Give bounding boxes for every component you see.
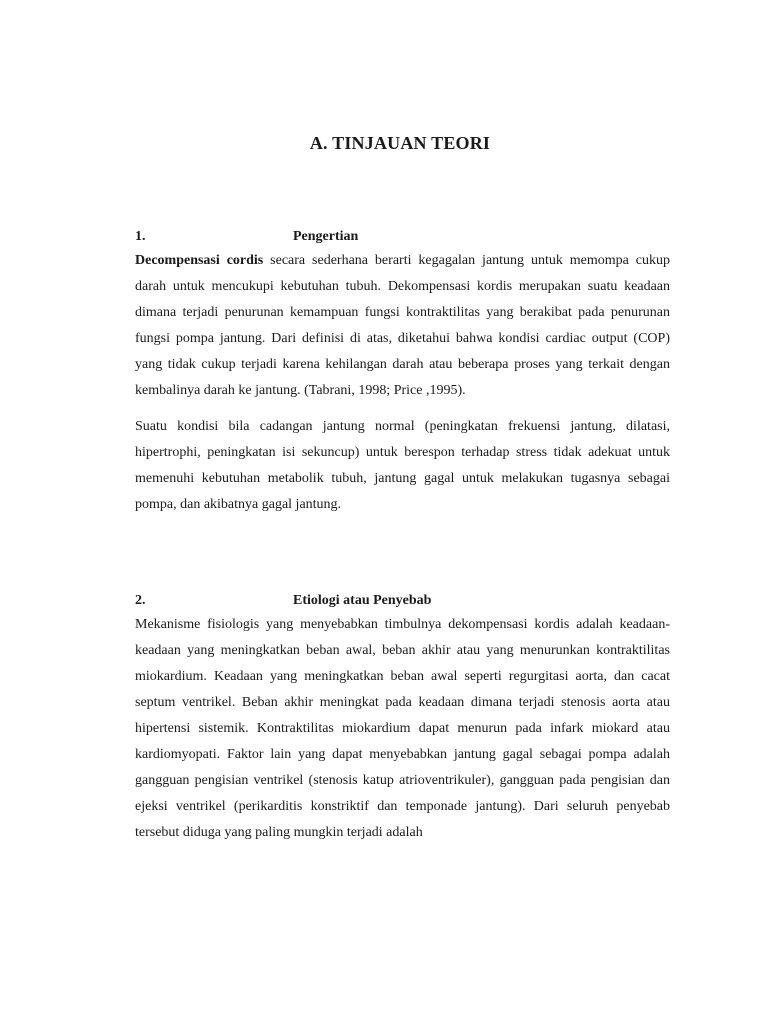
section-number: 1. — [135, 229, 146, 244]
section-heading — [135, 590, 670, 612]
paragraph-text: Mekanisme fisiologis yang menyebabkan timbulnya dekompensasi kordis adalah keadaan-keadaan yang meningkatkan beban awal, beban akhir atau yang menurunkan kontraktilitas miokardium. Keadaan yang meningkatkan beban awal seperti regurgitasi aorta, dan cacat septum ventrikel. Beban akhir meningkat pada keadaan dimana terjadi stenosis aorta atau hipertensi sistemik. Kontraktilitas miokardium dapat menurun pada infark miokard atau kardiomyopati. Faktor lain yang dapat menyebabkan jantung gagal sebagai pompa adalah gangguan pengisian ventrikel (stenosis katup atrioventrikuler), gangguan pada pengisian dan ejeksi ventrikel (perikarditis konstriktif dan temponade jantung). Dari seluruh penyebab tersebut diduga yang paling mungkin terjadi adalah — [135, 617, 670, 840]
paragraph-text: Suatu kondisi bila cadangan jantung normal (peningkatan frekuensi jantung, dilatasi, hipertrophi, peningkatan isi sekuncup) untuk berespon terhadap stress tidak adekuat untuk memenuhi kebutuhan metabolik tubuh, jantung gagal untuk melakukan tugasnya sebagai pompa, dan akibatnya gagal jantung. — [135, 419, 670, 512]
paragraph — [135, 414, 670, 518]
paragraph-lead-term: Decompensasi cordis — [135, 253, 264, 268]
section-title: Etiologi atau Penyebab — [293, 593, 432, 608]
paragraph — [135, 248, 670, 404]
section-etiologi — [135, 590, 670, 846]
section-number: 2. — [135, 593, 146, 608]
section-pengertian — [135, 226, 670, 518]
section-title: Pengertian — [293, 229, 359, 244]
document-title: A. TINJAUAN TEORI — [309, 133, 491, 153]
paragraph-text: secara sederhana berarti kegagalan jantung untuk memompa cukup darah untuk mencukupi kebutuhan tubuh. Dekompensasi kordis merupakan suatu keadaan dimana terjadi penurunan kemampuan fungsi kontraktilitas yang berakibat pada penurunan fungsi pompa jantung. Dari definisi di atas, diketahui bahwa kondisi cardiac output (COP) yang tidak cukup terjadi karena kehilangan darah atau beberapa proses yang terkait dengan kembalinya darah ke jantung. (Tabrani, 1998; Price ,1995). — [135, 253, 670, 398]
paragraph — [135, 612, 670, 846]
section-heading — [135, 226, 670, 248]
